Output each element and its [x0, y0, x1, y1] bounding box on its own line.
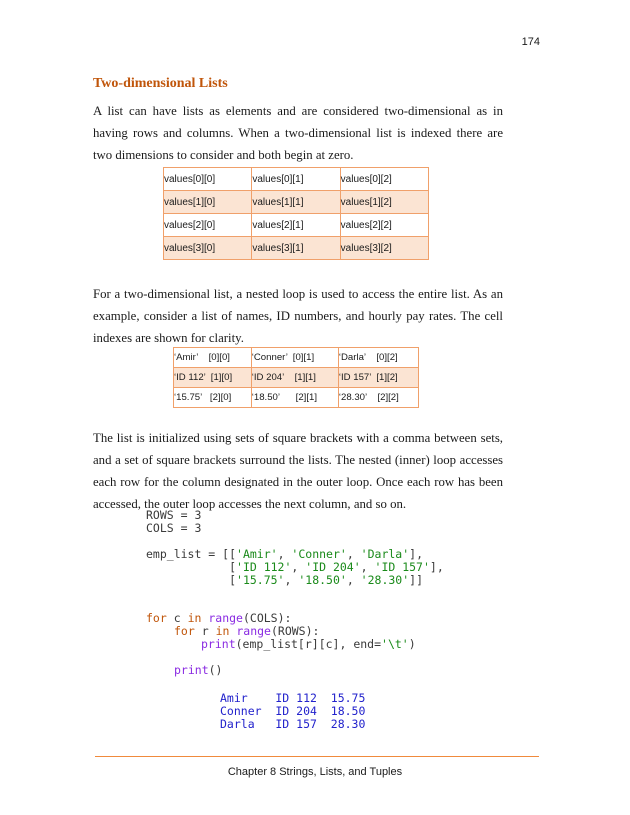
output-line: Amir ID 112 15.75 [220, 691, 366, 705]
table-cell: ‘15.75’ [2][0] [174, 388, 252, 408]
table-cell: ‘28.30’ [2][2] [338, 388, 418, 408]
table-cell: values[3][0] [164, 237, 252, 260]
table-cell: values[3][1] [252, 237, 340, 260]
table-cell: ‘Conner’ [0][1] [251, 348, 338, 368]
table-cell: ‘ID 157’ [1][2] [338, 368, 418, 388]
init-paragraph: The list is initialized using sets of square brackets with a comma between sets, and a set of square brackets surround the lists. The nested (inner) loop accesses each row for the column designated in the outer loop. Once each row has been accessed, the outer loop accesses the next column, and so on. [93, 431, 503, 511]
table-cell: values[2][2] [340, 214, 428, 237]
table-cell: values[0][1] [252, 168, 340, 191]
code-cols: COLS = 3 [146, 521, 202, 535]
code-emp-list-line1: emp_list = [['Amir', 'Conner', 'Darla'], [146, 547, 423, 561]
table-cell: values[2][0] [164, 214, 252, 237]
footer-divider [95, 756, 539, 757]
table-cell: values[2][1] [252, 214, 340, 237]
code-emp-list-line3: ['15.75', '18.50', '28.30']] [146, 573, 423, 587]
code-outer-loop: for c in range(COLS): [146, 611, 292, 625]
table-cell: values[3][2] [340, 237, 428, 260]
code-rows: ROWS = 3 [146, 508, 202, 522]
table-cell: ‘18.50’ [2][1] [251, 388, 338, 408]
output-line: Darla ID 157 28.30 [220, 717, 366, 731]
intro-paragraph: A list can have lists as elements and are considered two-dimensional as in having rows and columns. When a two-dimensional list is indexed there are two dimensions to consider and both begin at zero. [93, 104, 503, 162]
section-title: Two-dimensional Lists [93, 76, 228, 91]
code-inner-loop: for r in range(ROWS): [174, 624, 320, 638]
code-emp-list-line2: ['ID 112', 'ID 204', 'ID 157'], [146, 560, 444, 574]
table-cell: ‘ID 112’ [1][0] [174, 368, 252, 388]
code-print-cell: print(emp_list[r][c], end='\t') [201, 637, 416, 651]
table-cell: values[0][2] [340, 168, 428, 191]
code-print-newline: print() [174, 663, 223, 677]
table-cell: values[1][2] [340, 191, 428, 214]
table-cell: values[1][1] [252, 191, 340, 214]
footer-chapter-title: Chapter 8 Strings, Lists, and Tuples [227, 766, 403, 778]
page-number: 174 [521, 36, 540, 48]
nested-loop-paragraph: For a two-dimensional list, a nested loop is used to access the entire list. As an example, consider a list of names, ID numbers, and hourly pay rates. The cell indexes are shown for clarity. [93, 287, 503, 345]
table-cell: ‘Darla’ [0][2] [338, 348, 418, 368]
employee-table [173, 347, 419, 408]
table-cell: values[0][0] [164, 168, 252, 191]
table-cell: values[1][0] [164, 191, 252, 214]
table-cell: ‘ID 204’ [1][1] [251, 368, 338, 388]
output-line: Conner ID 204 18.50 [220, 704, 366, 718]
table-cell: ‘Amir’ [0][0] [174, 348, 252, 368]
index-table [163, 167, 429, 260]
